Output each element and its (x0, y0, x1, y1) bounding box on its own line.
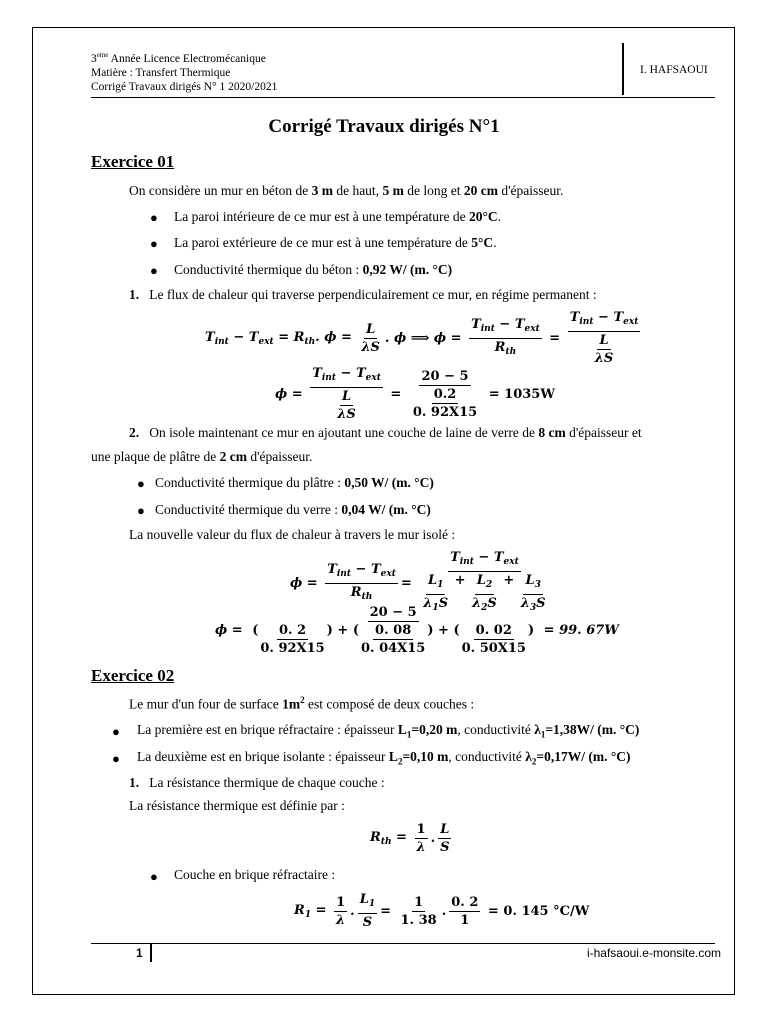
equation-insulated-result: ϕ = 20 − 5 ( $\frac{0. 2}{0. 92X15}$ ) + ( $\frac{0. 08}{0. 04X15}$ ) + ( $\frac{0. 02}{0. 50X15}$ ) = 99. 67W (215, 605, 619, 656)
bullet-icon: ● (112, 751, 120, 766)
document-header: 3eme Année Licence Electromécanique Matière : Transfert Thermique Corrigé Travaux dirigés N° 1 2020/2021 (91, 51, 278, 93)
ex1-bullet-1: La paroi intérieure de ce mur est à une température de 20°C. (174, 209, 502, 224)
bullet-icon: ● (137, 476, 145, 491)
ex1-bullet-3: Conductivité thermique du béton : 0,92 W/ (m. °C) (174, 262, 453, 277)
ex2-definition-text: La résistance thermique est définie par : (129, 798, 345, 813)
ex1-bullet2-1: Conductivité thermique du plâtre : 0,50 W/ (m. °C) (155, 475, 434, 490)
footer-rule (91, 943, 715, 944)
ex2-bullet-1: La première est en brique réfractaire : épaisseur $L_1=0,20$ m, conductivité $\lambda_1=1,38W/$ (m. °C) (137, 722, 640, 740)
bullet-icon: ● (112, 724, 120, 739)
ex1-question-2-cont: une plaque de plâtre de 2 cm d'épaisseur. (91, 449, 313, 464)
ex2-couche-label: Couche en brique réfractaire : (174, 867, 336, 882)
bullet-icon: ● (137, 503, 145, 518)
ex1-bullet2-2: Conductivité thermique du verre : 0,04 W/ (m. °C) (155, 502, 431, 517)
bullet-icon: ● (150, 210, 158, 225)
page-number: 1 (136, 946, 143, 960)
header-divider (622, 43, 624, 95)
ex2-intro: Le mur d'un four de surface $1m^2$ est composé de deux couches : (129, 695, 475, 712)
ex1-bullet-2: La paroi extérieure de ce mur est à une température de 5°C. (174, 235, 497, 250)
equation-resistance-definition: $R_{th}$ = $\frac{1}{\lambda}$ . $\frac{L}{S}$ (370, 822, 450, 855)
ex2-bullet-2: La deuxième est en brique isolante : épaisseur $L_2=0,10$ m, conductivité $\lambda_2=0,17W/$ (m. °C) (137, 749, 631, 767)
ex1-question-2: 2. On isole maintenant ce mur en ajoutant une couche de laine de verre de 8 cm d'épaisseur et (129, 425, 642, 440)
equation-flux-result: ϕ = $\frac{T_{int} - T_{ext}}{\frac{L}{\lambda S}}$ = $\frac{20 - 5}{\frac{0.2}{0. 92X15}}$ = 1035W (275, 366, 555, 422)
exercise-02-heading: Exercice 02 (91, 666, 175, 685)
ex1-question-1: 1. Le flux de chaleur qui traverse perpendiculairement ce mur, en régime permanent : (129, 287, 597, 302)
ex1-intro: On considère un mur en béton de 3 m de haut, 5 m de long et 20 cm d'épaisseur. (129, 183, 564, 198)
bullet-icon: ● (150, 869, 158, 884)
ex1-new-flux-text: La nouvelle valeur du flux de chaleur à travers le mur isolé : (129, 527, 456, 542)
bullet-icon: ● (150, 236, 158, 251)
bullet-icon: ● (150, 263, 158, 278)
page-title: Corrigé Travaux dirigés N°1 (268, 116, 500, 137)
ex2-question-1: 1. La résistance thermique de chaque couche : (129, 775, 385, 790)
equation-insulated-flux: ϕ = $\frac{T_{int} - T_{ext}}{R_{th}}$ = $T_{int} - T_{ext}$ $\frac{L_1}{\lambda_1S}$ + $\frac{L_2}{\lambda_2S}$ + $\frac{L_3}{\lambda_3S}$ (290, 550, 546, 613)
exercise-01-heading: Exercice 01 (91, 152, 175, 171)
author-name: I. HAFSAOUI (640, 64, 708, 76)
header-rule (91, 97, 715, 98)
equation-flux-definition: $T_{int} - T_{ext} = R_{th}$. ϕ = $\frac{L}{\lambda S}$ . ϕ ⟹ ϕ = $\frac{T_{int} - T_{ext}}{R_{th}}$ = $\frac{T_{int} - T_{ext}}{\frac{L}{\lambda S}}$ (205, 310, 639, 366)
page-number-divider (150, 944, 152, 962)
equation-r1-result: $R_1$ = $\frac{1}{\lambda}$ . $\frac{L_1}{S}$ = $\frac{1}{1. 38}$ . $\frac{0. 2}{1}$ = 0. 145 °C/W (294, 892, 590, 930)
footer-website: i-hafsaoui.e-monsite.com (586, 946, 721, 960)
